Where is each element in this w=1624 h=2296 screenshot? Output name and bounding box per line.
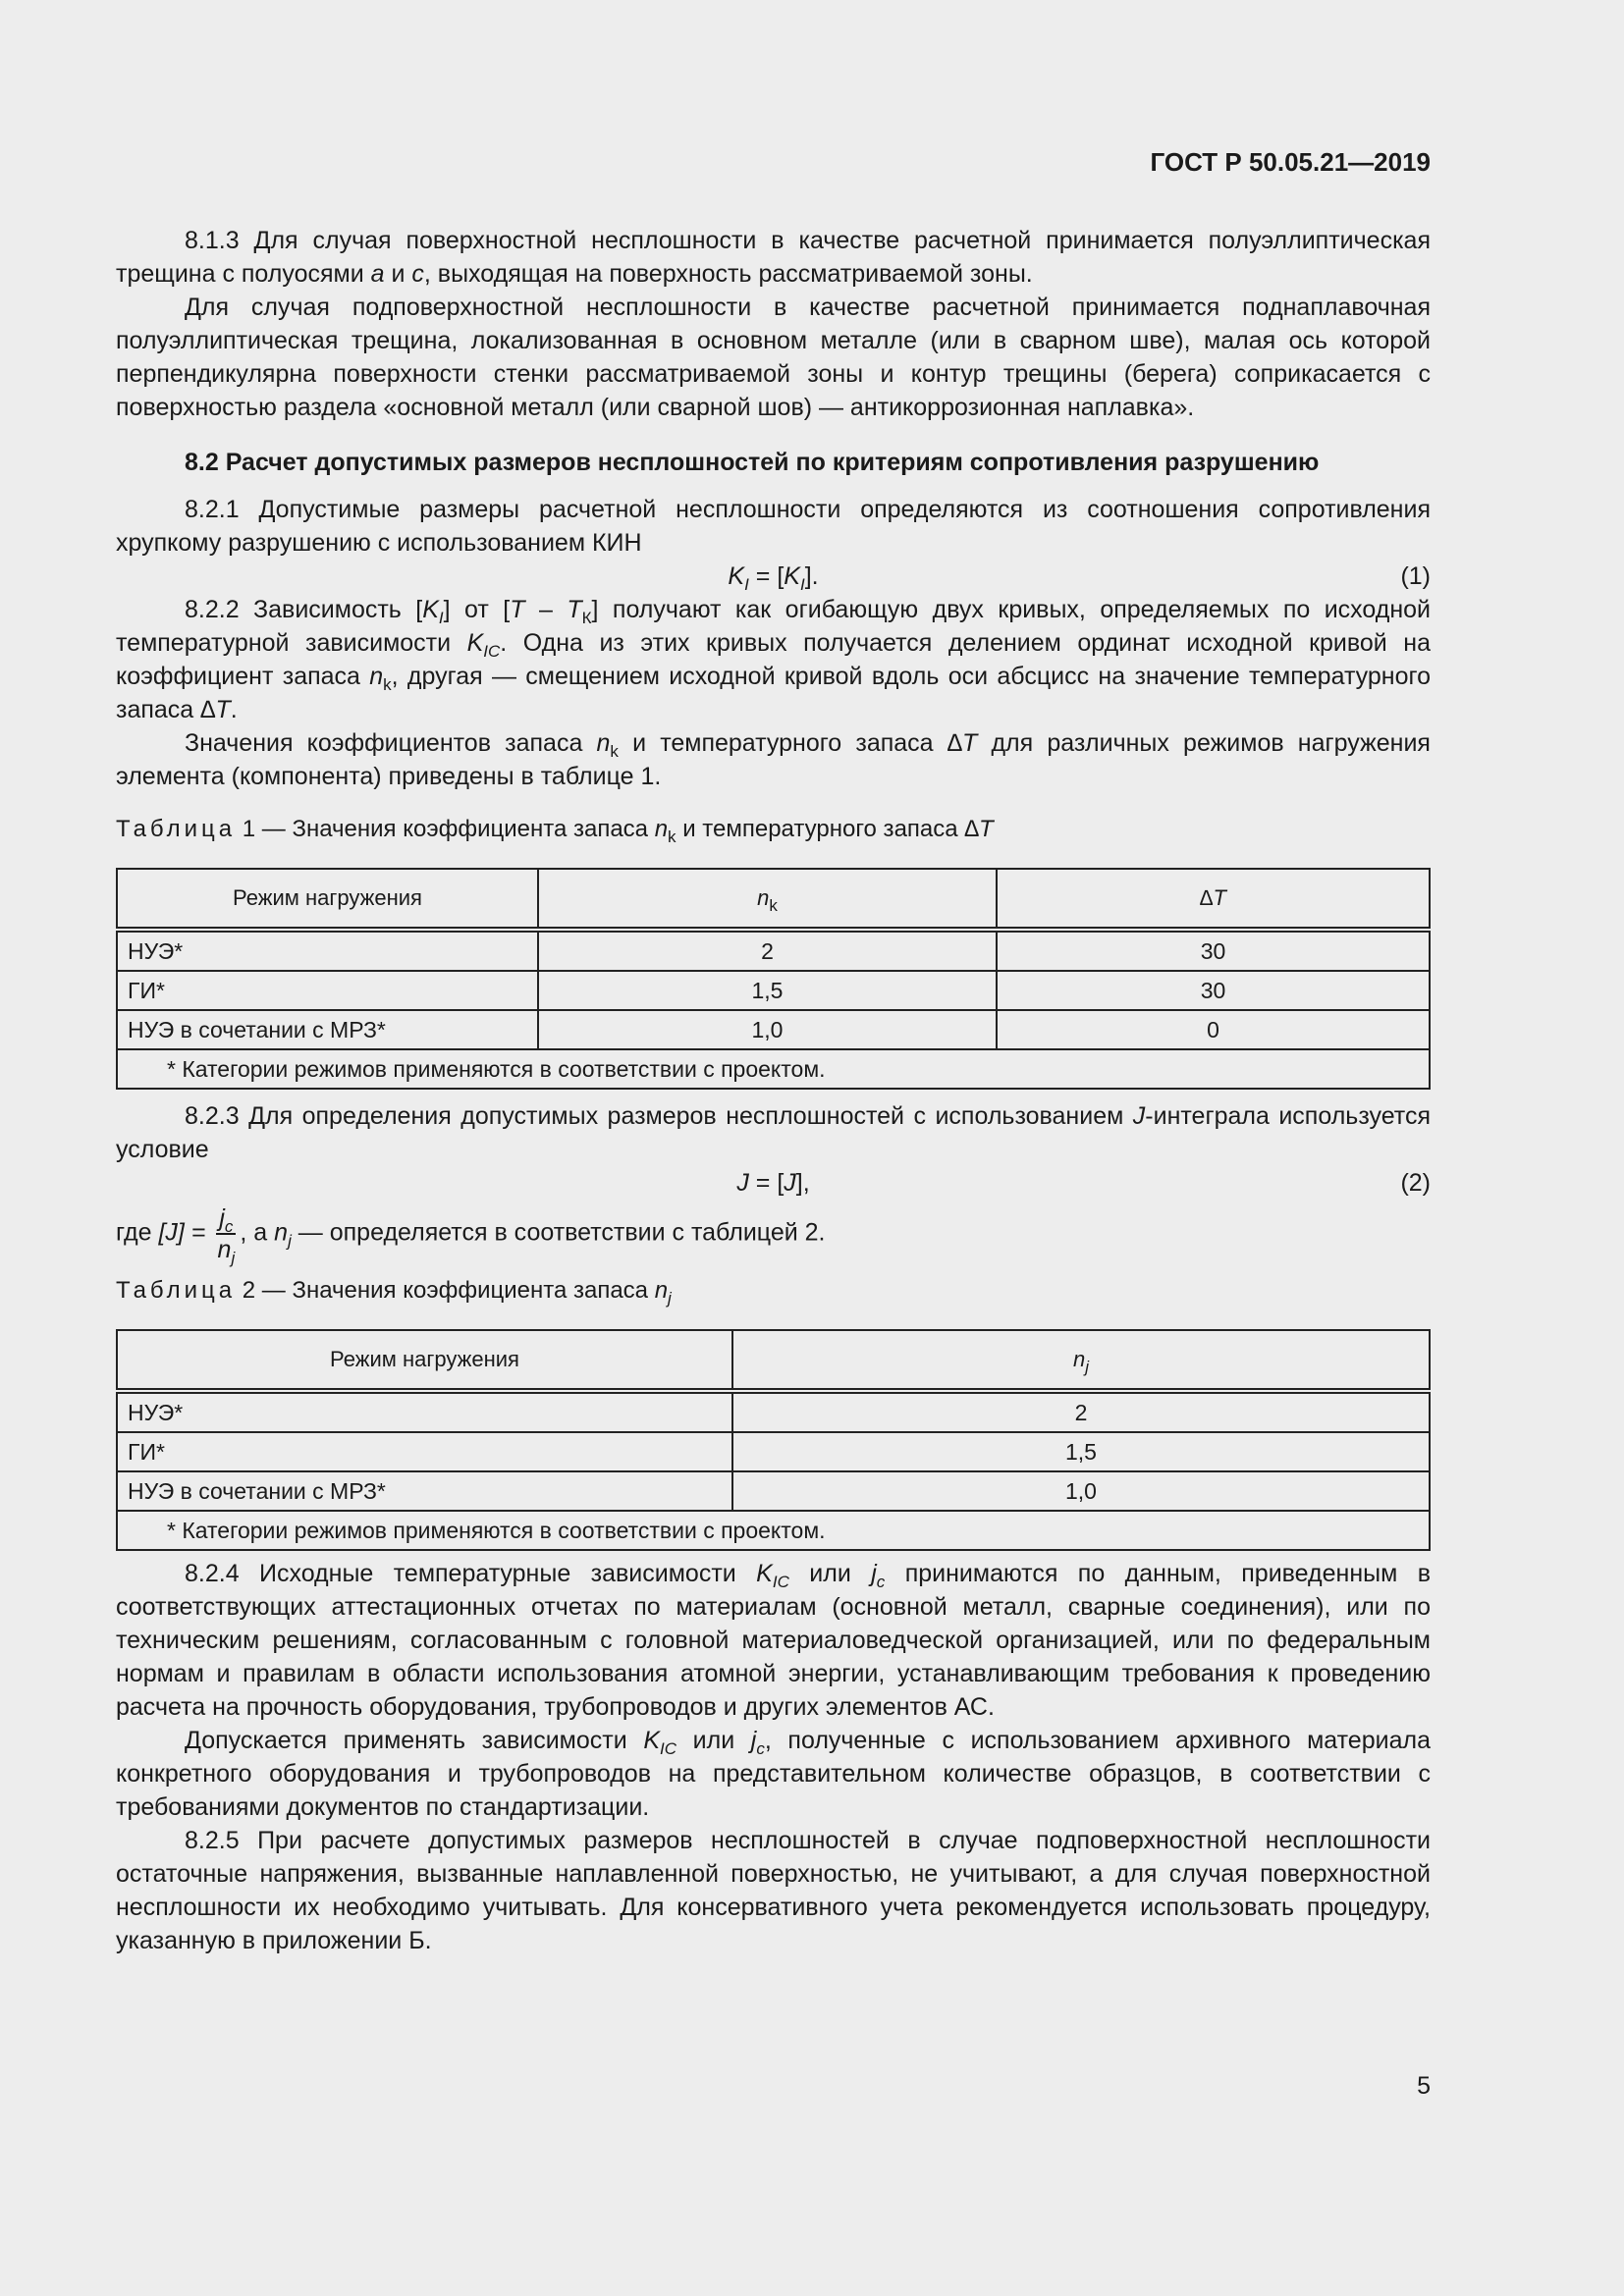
table-row: ГИ* 1,5 30 [117, 971, 1430, 1010]
formula-2-number: (2) [1400, 1169, 1431, 1197]
paragraph-8-2-1: 8.2.1 Допустимые размеры расчетной несплошности определяются из соотношения сопротивления хрупкому разрушению с использованием КИН [116, 496, 1431, 557]
formula-2: J = [J], (2) [116, 1166, 1431, 1200]
page-number: 5 [1417, 2072, 1431, 2100]
body-text [116, 224, 1431, 1957]
table-row: НУЭ* 2 [117, 1391, 1430, 1432]
table-row: ГИ* 1,5 [117, 1432, 1430, 1471]
table-2-header-mode: Режим нагружения [117, 1330, 732, 1391]
paragraph-8-2-5: 8.2.5 При расчете допустимых размеров несплошностей в случае подповерхностной несплошности остаточные напряжения, вызванные наплавленной поверхностью, не учитывают, а для случая поверхностной несплошности их необходимо учитывать. Для консервативного учета рекомендуется использовать процедуру, указанную в приложении Б. [116, 1827, 1431, 1954]
table-1-note-row [117, 1049, 1430, 1089]
paragraph-8-1-3-subsurface: Для случая подповерхностной несплошности в качестве расчетной принимается поднаплавочная полуэллиптическая трещина, локализованная в основном металле (или в сварном шве), малая ось которой перпендикулярна поверхности стенки рассматриваемой зоны и контур трещины (берега) соприкасается с поверхностью раздела «основной металл (или сварной шов) — антикоррозионная наплавка». [116, 294, 1431, 421]
table-1-caption: Таблица 1 — Значения коэффициента запаса $n_k$ и температурного запаса ∆T [116, 816, 994, 846]
paragraph-8-2-3: 8.2.3 Для определения допустимых размеров несплошностей с использованием J-интеграла используется условие [116, 1102, 1431, 1163]
document-header: ГОСТ Р 50.05.21—2019 [1150, 147, 1431, 177]
table-1 [116, 868, 1431, 1090]
table-row: НУЭ в сочетании с МРЗ* 1,0 [117, 1471, 1430, 1511]
table-2-note-row [117, 1511, 1430, 1550]
table-2-caption: Таблица 2 — Значения коэффициента запаса $n_j$ [116, 1277, 672, 1308]
paragraph-8-1-3: 8.1.3 Для случая поверхностной несплошности в качестве расчетной принимается полуэллиптическая трещина с полуосями a и c, выходящая на поверхность рассматриваемой зоны. [116, 227, 1431, 288]
table-1-header-mode: Режим нагружения [117, 869, 538, 930]
formula-2-explanation: где [J] = $\frac{j_c}{n_j}$ , а $n_j$ — определяется в соответствии с таблицей 2. [116, 1204, 826, 1267]
table-1-note: * Категории режимов применяются в соответствии с проектом. [117, 1049, 1430, 1089]
table-1-header-nk: $n_k$ [538, 869, 997, 930]
paragraph-8-2-4-archive: Допускается применять зависимости $K_{IC}$ или $j_c$, полученные с использованием архивного материала конкретного оборудования и трубопроводов на представительном количестве образцов, в соответствии с требованиями документов по стандартизации. [116, 1727, 1431, 1821]
table-2 [116, 1329, 1431, 1551]
formula-1-number: (1) [1400, 562, 1431, 590]
paragraph-8-2-4: 8.2.4 Исходные температурные зависимости $K_{IC}$ или $j_c$ принимаются по данным, приведенным в соответствующих аттестационных отчетах по материалам (основной металл, сварные соединения), или по техническим решениям, согласованным с головной материаловедческой организацией, или по федеральным нормам и правилам в области использования атомной энергии, устанавливающим требования к проведению расчета на прочность оборудования, трубопроводов и других элементов АС. [116, 1560, 1431, 1721]
section-heading-8-2: 8.2 Расчет допустимых размеров несплошностей по критериям сопротивления разрушению [185, 449, 1320, 476]
paragraph-8-2-2: 8.2.2 Зависимость $[K_I]$ от $[T - T_К]$ получают как огибающую двух кривых, определяемых по исходной температурной зависимости $K_{IC}$. Одна из этих кривых получается делением ординат исходной кривой на коэффициент запаса $n_k$, другая — смещением исходной кривой вдоль оси абсцисс на значение температурного запаса ∆T. [116, 596, 1432, 723]
fraction-jc-over-nj: $\frac{j_c}{n_j}$ [217, 1204, 236, 1267]
paragraph-8-2-2-values: Значения коэффициентов запаса $n_k$ и температурного запаса ∆T для различных режимов нагружения элемента (компонента) приведены в таблице 1. [116, 729, 1431, 790]
formula-1: $K_I = [K_I]$. (1) [116, 560, 1431, 593]
table-2-note: * Категории режимов применяются в соответствии с проектом. [117, 1511, 1430, 1550]
table-2-header-nj: $n_j$ [732, 1330, 1430, 1391]
table-1-header-dt: ∆T [997, 869, 1430, 930]
table-row: НУЭ в сочетании с МРЗ* 1,0 0 [117, 1010, 1430, 1049]
table-row: НУЭ* 2 30 [117, 930, 1430, 971]
